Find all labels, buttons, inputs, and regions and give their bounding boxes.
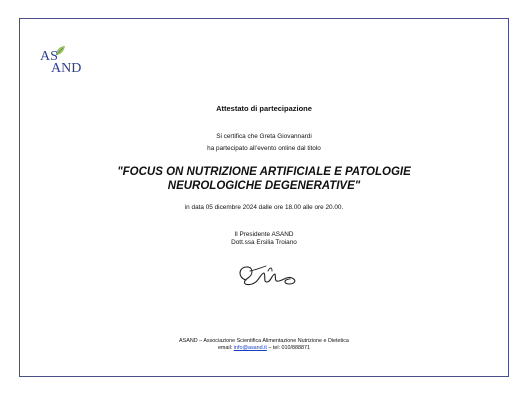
logo-text-and: AND: [51, 61, 82, 76]
event-title: "FOCUS ON NUTRIZIONE ARTIFICIALE E PATOLOGIE NEUROLOGICHE DEGENERATIVE": [117, 166, 411, 192]
email-link[interactable]: info@asand.it: [233, 345, 267, 352]
event-date: in data 05 dicembre 2024 dalle ore 18.00 alle ore 20.00.: [184, 204, 344, 211]
certificate-title: Attestato di partecipazione: [216, 104, 312, 113]
asand-logo: [40, 45, 84, 81]
certifies-line: Si certifica che Greta Giovannardi: [216, 133, 312, 140]
certificate-border: [19, 18, 509, 377]
handwritten-signature: [226, 258, 306, 292]
logo-text-as: AS: [40, 49, 58, 64]
phone-text: – tel: 010/888871: [266, 345, 311, 352]
participation-line: ha partecipato all’evento online dal titolo: [207, 145, 321, 152]
email-label: email:: [217, 345, 234, 352]
president-name: Dott.ssa Ersilia Troiano: [231, 239, 297, 246]
president-role: Il Presidente ASAND: [234, 231, 294, 238]
footer: [19, 338, 509, 352]
contact-line: [19, 345, 509, 352]
association-name: ASAND – Associazione Scientifica Alimentazione Nutrizione e Dietetica: [179, 338, 349, 344]
president-block: [19, 231, 509, 247]
